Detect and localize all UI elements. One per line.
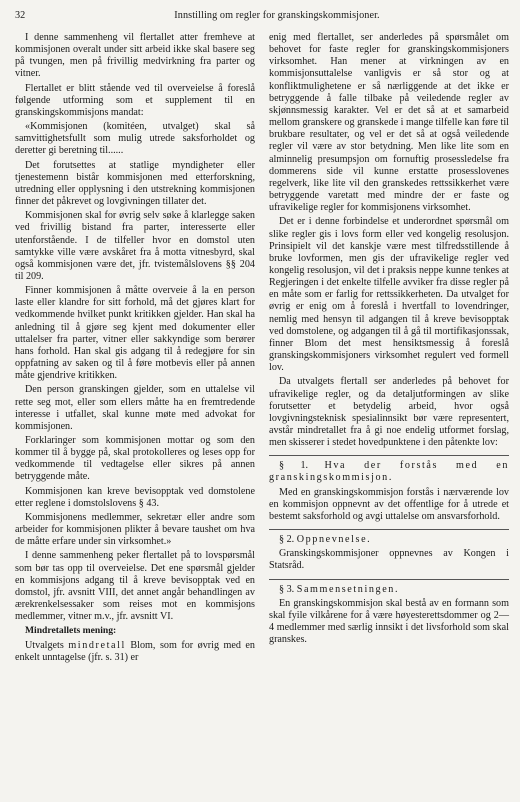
paragraph: Det forutsettes at statlige myndigheter eller tjenestemenn bistår kommisjonen med etterforskning, utredning eller opplysning i den utstrekning kommisjonen finner det påkrevet og lovgivningen tillater det.: [15, 159, 255, 208]
page-header: [15, 10, 509, 26]
section-title: Sammensetningen.: [296, 583, 400, 595]
section-body: En granskingskommisjon skal bestå av en formann som skal fyile vilkårene for å være høyesterettsdommer og 2—4 medlemmer med særlig innsikt i det livsforhold som skal granskes.: [269, 597, 509, 646]
paragraph: Kommisjonen kan kreve bevisopptak ved domstolene etter reglene i domstolslovens § 43.: [15, 485, 255, 509]
section-title: Oppnevnelse.: [296, 534, 372, 546]
section-heading: [269, 584, 509, 596]
paragraph: I denne sammenheng peker flertallet på to lovspørsmål som bør tas opp til overveielse. Det ene spørsmål gjelder en kommisjons adgang til å kreve bevisopptak ved en domstol, jfr. avsnitt VIII, det annet angår behandlingen av ærekrenkelsessaker som reises mot en kommisjons medlemmer, vitner m.v., jfr. avsnitt VI.: [15, 550, 255, 623]
paragraph: Kommisjonens medlemmer, sekretær eller andre som arbeider for kommisjonen plikter å bevare taushet om hva de måtte erfare under sin virksomhet.»: [15, 511, 255, 548]
paragraph: I denne sammenheng vil flertallet atter fremheve at kommisjonen overalt under sitt arbeid ikke skal basere seg på tvungen, men på frivillig medvirkning fra parter og vitner.: [15, 32, 255, 80]
section-body: Granskingskommisjoner oppnevnes av Kongen i Statsråd.: [269, 548, 509, 572]
minority-post: Blom, som for øvrig med en enkelt unntagelse (jfr. s. 31) er: [15, 639, 255, 663]
paragraph: Flertallet er blitt stående ved til overveielse å foreslå følgende utforming som et supplement til en granskingskommisjons mandat:: [15, 82, 255, 118]
minority-heading: Mindretallets mening:: [25, 625, 117, 637]
page-number: 32: [15, 10, 26, 21]
paragraph: enig med flertallet, ser anderledes på spørsmålet om behovet for faste regler for granskingskommisjoners virksomhet. Han mener at virkningen av en kommisjonsuttalelse vanligvis er så stor og at konfliktmulighetene er så nærliggende at det ikke er betryggende å falle tilbake på veiledende regler av skjønnsmessig karakter. Vel er det så at et samarbeid mellom granskere og granskede i mange tilfelle kan føre til brukbare resultater, og vel er det så at også veiledende regler vil være av stor betydning. Men like lite som en alminnelig presumpsjon om fornuftig prosessledelse fra dommerens side vil kunne erstatte prosesslovenes regelverk, like lite vil den granskedes rettssikkerhet være betryggende varetatt med mindre der er faste og ufravikelige regler for kommisjonens virksomhet.: [269, 32, 509, 214]
minority-pre: Utvalgets: [25, 639, 69, 651]
section-number: § 2.: [279, 534, 295, 546]
section-title: Hva der forstås med en granskingskommisjon.: [269, 460, 510, 484]
section-heading: [269, 534, 509, 546]
section-divider: [269, 529, 509, 530]
minority-spaced-word: mindretall: [68, 639, 126, 651]
paragraph: Det er i denne forbindelse et underordnet spørsmål om slike regler gis i lovs form eller ved kongelig resolusjon. Prinsipielt vil det kanskje være mest tilfredsstillende å bruke lovformen, men gis der ufravikelige regler ved kongelig resolusjon, vil det i praksis neppe kunne tenkes at Regjeringen i det enkelte tilfelle avviker fra disse regler på en måte som er farlig for rettssikkerheten. Da utvalget for øvrig er enig om å foreslå i hvertfall to lovendringer, nemlig med hensyn til adgangen til å kreve bevisopptak ved domstolene, og adgangen til å gå til mortifikasjonssak, finner Blom det mest hensiktsmessig å foreslå granskingskommisjoners virksomhet regulert ved formell lov.: [269, 216, 509, 374]
section-divider: [269, 579, 509, 580]
section-body: Med en granskingskommisjon forstås i nærværende lov en kommisjon oppnevnt av det offentlige for å utrede et bestemt saksforhold og avgi uttalelse om ansvarsforhold.: [269, 486, 509, 522]
right-column: [269, 32, 509, 666]
section-divider: [269, 455, 509, 456]
paragraph: Forklaringer som kommisjonen mottar og som den kommer til å bygge på, skal protokolleres og leses opp for vedkommende til vedtagelse eller sikres på annen betryggende måte.: [15, 435, 255, 483]
section-number: § 3.: [279, 583, 295, 595]
paragraph: Den person granskingen gjelder, som en uttalelse vil rette seg mot, eller som ellers måtte ha en fremtredende interesse i utfallet, skal kunne møte med advokat for kommisjonen.: [15, 384, 255, 432]
left-column: [15, 32, 255, 666]
paragraph: «Kommisjonen (komitéen, utvalget) skal så samvittighetsfullt som mulig utrede saksforholdet og deretter gi beretning til......: [15, 121, 255, 157]
paragraph: Finner kommisjonen å måtte overveie å la en person laste eller klandre for sitt forhold, må det gjøres klart for vedkommende hvilket punkt kritikken gjelder. Han skal ha anledning til å gjøre seg kjent med dokumenter eller uttalelser fra parter, vitner eller sakkyndige som berører hans forhold. Han skal gis adgang til å redegjøre for sin oppfatning av saken og til å føre motbevis eller på annen måte gjendrive kritikken.: [15, 285, 255, 382]
paragraph: Da utvalgets flertall ser anderledes på behovet for ufravikelige regler, og da detaljutformingen av slike forutsetter et betydelig arbeid, hvor også lovgivningsteknisk spesialinnsikt bør være representert, avstår mindretallet fra å gi noe endelig utformet forslag, men skisserer i stedet hovedpunktene i den påtenkte lov:: [269, 376, 509, 449]
section-heading: [269, 460, 509, 484]
section-number: § 1.: [279, 460, 309, 472]
paragraph: Kommisjonen skal for øvrig selv søke å klarlegge saken ved frivillig bistand fra parter, interesserte eller utenforstående. I de tilfeller hvor en domstol uten samtykke ville være avskåret fra å motta vitnesbyrd, skal også kommisjonen være det, jfr. tvistemålslovens §§ 204 til 209.: [15, 210, 255, 282]
running-title: Innstilling om regler for granskingskommisjoner.: [174, 10, 380, 21]
minority-paragraph: [15, 640, 255, 664]
